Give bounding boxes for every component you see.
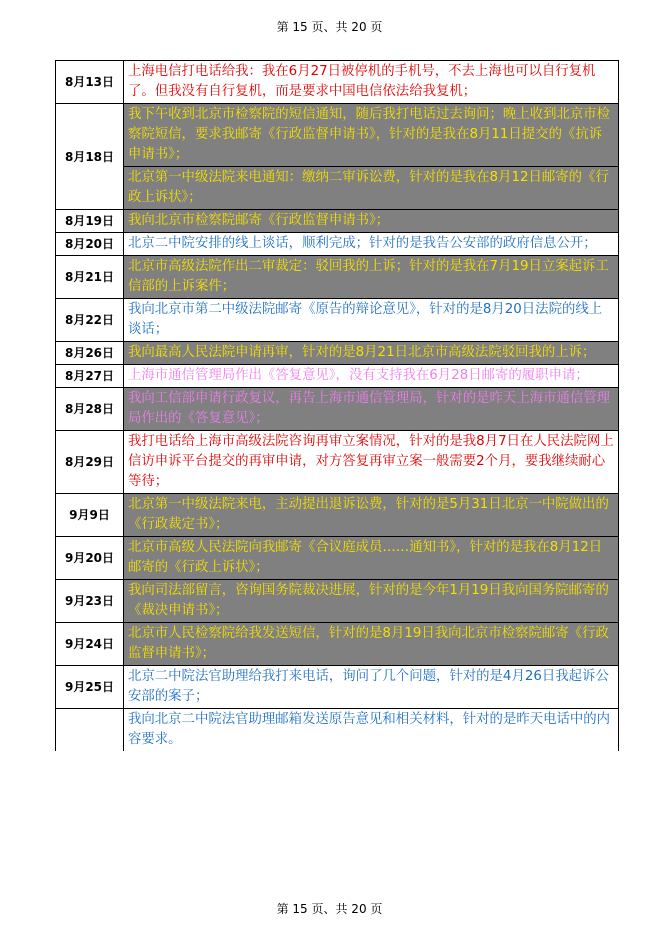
table-row bbox=[56, 365, 619, 388]
row-date: 9月9日 bbox=[56, 494, 124, 537]
row-date: 8月19日 bbox=[56, 210, 124, 233]
row-event-text: 北京市高级人民法院向我邮寄《合议庭成员……通知书》，针对的是我在8月12日邮寄的《行政上诉状》； bbox=[124, 537, 619, 580]
row-event-text: 北京二中院安排的线上谈话，顺利完成；针对的是我告公安部的政府信息公开； bbox=[124, 233, 619, 256]
table-row bbox=[56, 709, 619, 752]
table-row bbox=[56, 104, 619, 167]
table-row bbox=[56, 210, 619, 233]
row-event-text: 北京市人民检察院给我发送短信，针对的是8月19日我向北京市检察院邮寄《行政监督申请书》； bbox=[124, 623, 619, 666]
row-date: 8月22日 bbox=[56, 299, 124, 342]
row-event-text: 我向工信部申请行政复议，再告上海市通信管理局，针对的是昨天上海市通信管理局作出的《答复意见》； bbox=[124, 388, 619, 431]
table-row bbox=[56, 537, 619, 580]
table-row bbox=[56, 388, 619, 431]
row-event-text: 北京市高级法院作出二审裁定：驳回我的上诉；针对的是我在7月19日立案起诉工信部的上诉案件； bbox=[124, 256, 619, 299]
timeline-table bbox=[55, 60, 619, 751]
row-event-text: 上海市通信管理局作出《答复意见》，没有支持我在6月28日邮寄的履职申请； bbox=[124, 365, 619, 388]
row-event-text: 北京二中院法官助理给我打来电话，询问了几个问题，针对的是4月26日我起诉公安部的案子； bbox=[124, 666, 619, 709]
page-footer: 第 15 页、共 20 页 bbox=[276, 902, 383, 916]
table-row bbox=[56, 233, 619, 256]
row-date: 8月13日 bbox=[56, 61, 124, 104]
row-date: 8月28日 bbox=[56, 388, 124, 431]
table-row bbox=[56, 666, 619, 709]
table-row bbox=[56, 61, 619, 104]
row-event-text: 我向最高人民法院申请再审，针对的是8月21日北京市高级法院驳回我的上诉； bbox=[124, 342, 619, 365]
row-event-text: 北京第一中级法院来电，主动提出退诉讼费，针对的是5月31日北京一中院做出的《行政裁定书》； bbox=[124, 494, 619, 537]
row-event-text: 北京第一中级法院来电通知：缴纳二审诉讼费，针对的是我在8月12日邮寄的《行政上诉状》； bbox=[124, 167, 619, 210]
row-date: 8月18日 bbox=[56, 104, 124, 210]
row-event-text: 我下午收到北京市检察院的短信通知，随后我打电话过去询问；晚上收到北京市检察院短信，要求我邮寄《行政监督申请书》，针对的是我在8月11日提交的《抗诉申请书》； bbox=[124, 104, 619, 167]
row-event-text: 上海电信打电话给我：我在6月27日被停机的手机号，不去上海也可以自行复机了。但我没有自行复机，而是要求中国电信依法给我复机； bbox=[124, 61, 619, 104]
table-row bbox=[56, 167, 619, 210]
row-date: 8月29日 bbox=[56, 431, 124, 494]
row-date: 9月24日 bbox=[56, 623, 124, 666]
table-row bbox=[56, 256, 619, 299]
row-event-text: 我打电话给上海市高级法院咨询再审立案情况，针对的是我8月7日在人民法院网上信访申诉平台提交的再审申请，对方答复再审立案一般需要2个月，要我继续耐心等待； bbox=[124, 431, 619, 494]
row-date: 8月26日 bbox=[56, 342, 124, 365]
row-event-text: 我向北京市第二中级法院邮寄《原告的辩论意见》，针对的是8月20日法院的线上谈话； bbox=[124, 299, 619, 342]
row-event-text: 我向司法部留言，咨询国务院裁决进展，针对的是今年1月19日我向国务院邮寄的《裁决申请书》； bbox=[124, 580, 619, 623]
timeline-table-body bbox=[56, 61, 619, 752]
row-date: 8月27日 bbox=[56, 365, 124, 388]
table-row bbox=[56, 580, 619, 623]
row-date: 8月21日 bbox=[56, 256, 124, 299]
row-date: 9月23日 bbox=[56, 580, 124, 623]
row-date bbox=[56, 709, 124, 752]
row-date: 8月20日 bbox=[56, 233, 124, 256]
row-date: 9月25日 bbox=[56, 666, 124, 709]
row-date: 9月20日 bbox=[56, 537, 124, 580]
row-event-text: 我向北京二中院法官助理邮箱发送原告意见和相关材料，针对的是昨天电话中的内容要求。 bbox=[124, 709, 619, 752]
table-row bbox=[56, 431, 619, 494]
row-event-text: 我向北京市检察院邮寄《行政监督申请书》； bbox=[124, 210, 619, 233]
table-row bbox=[56, 494, 619, 537]
table-row bbox=[56, 299, 619, 342]
table-row bbox=[56, 342, 619, 365]
table-row bbox=[56, 623, 619, 666]
page-header: 第 15 页、共 20 页 bbox=[276, 20, 383, 34]
